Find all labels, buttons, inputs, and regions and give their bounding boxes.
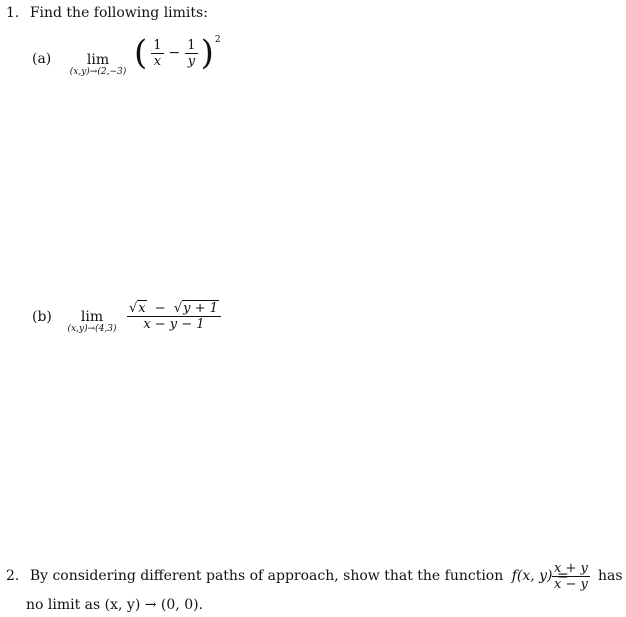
part-a-label: (a) (32, 51, 52, 67)
sqrt-y-radicand: y + 1 (183, 301, 218, 316)
part-b-label: (b) (32, 309, 52, 325)
right-paren: ) (200, 33, 214, 73)
part-b-limit-subscript: (x,y)→(4,3) (67, 324, 117, 334)
fraction-1-numerator: 1 (153, 37, 162, 53)
fraction-2-denominator: y (187, 53, 196, 69)
function-definition: f(x, y) = (511, 568, 569, 584)
problem-2-number: 2. (6, 568, 20, 584)
minus-sign: − (168, 45, 181, 61)
function-numerator: x + y (554, 561, 588, 576)
sqrt-y-plus-1 (174, 300, 219, 316)
problem-2-line-2: no limit as (x, y) → (0, 0). (26, 597, 204, 613)
part-b-expression (127, 297, 221, 332)
sqrt-x (129, 300, 147, 316)
part-b-lim: lim (80, 309, 104, 325)
part-a-limit (62, 52, 134, 77)
sqrt-icon: √ (173, 301, 183, 316)
fraction-2-numerator: 1 (187, 37, 196, 53)
left-paren: ( (134, 33, 148, 73)
numerator-minus: − (154, 301, 166, 316)
exponent: 2 (214, 35, 221, 45)
problem-2-text: By considering different paths of approach, show that the function (29, 568, 504, 584)
part-b-fraction (127, 300, 221, 332)
part-a-lim: lim (86, 52, 110, 68)
function-fraction (552, 561, 590, 592)
part-a-fraction-2 (185, 38, 197, 69)
part-b-denominator: x − y − 1 (143, 317, 205, 332)
sqrt-x-radicand: x (138, 301, 146, 316)
problem-2-has: has (598, 568, 623, 584)
function-denominator: x − y (554, 577, 588, 592)
part-a-expression (134, 33, 221, 73)
sqrt-icon: √ (129, 301, 138, 316)
part-b-limit (58, 309, 126, 334)
problem-2-fraction (552, 557, 590, 592)
problem-1-title: Find the following limits: (29, 5, 208, 21)
part-a-fraction-1 (151, 38, 163, 69)
problem-1-number: 1. (6, 5, 20, 21)
part-a-limit-subscript: (x,y)→(2,−3) (69, 67, 127, 77)
fraction-1-denominator: x (153, 53, 162, 69)
problem-1-header (6, 5, 208, 21)
part-b-numerator (127, 300, 221, 316)
problem-2-line-1 (6, 568, 569, 584)
